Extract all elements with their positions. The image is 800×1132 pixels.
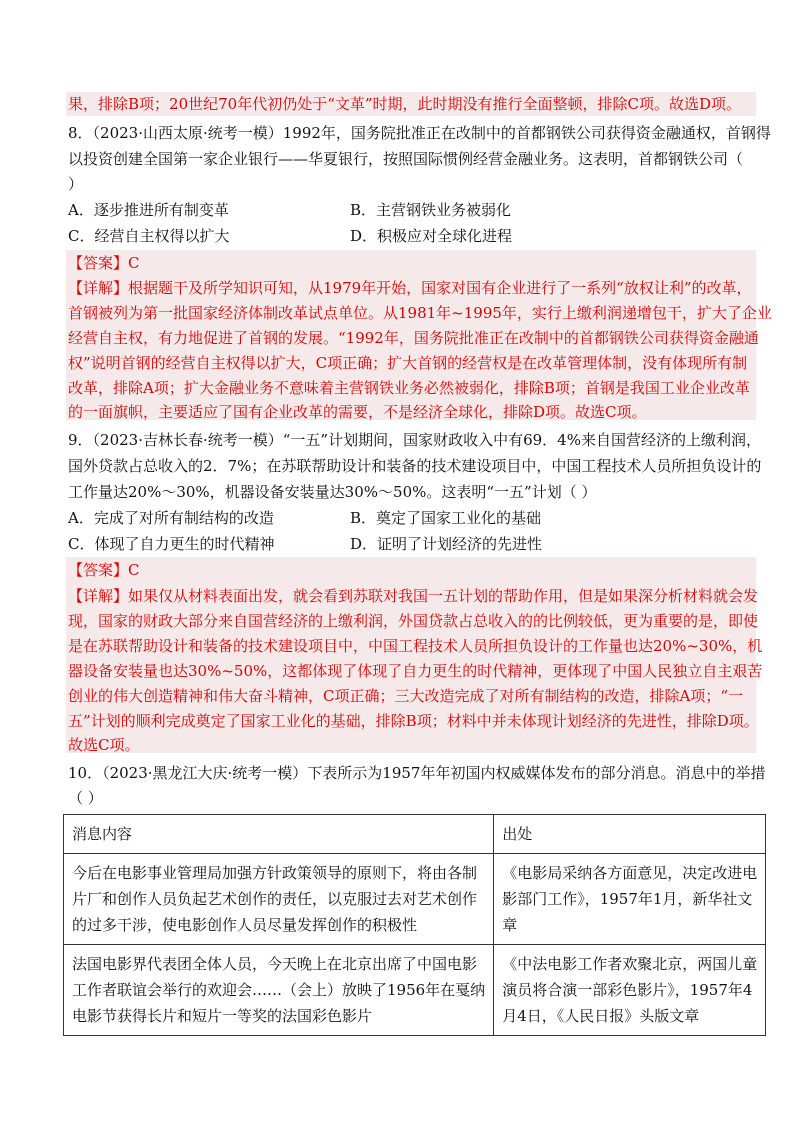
cell-line: 今后在电影事业管理局加强方针政策领导的原则下，将由各制 <box>72 864 478 882</box>
q8-option-c: C．经营自主权得以扩大 <box>68 227 230 245</box>
q8-stem-line-2: 以投资创建全国第一家企业银行——华夏银行，按照国际惯例经营金融业务。这表明，首都钢铁公司（ <box>68 150 744 168</box>
q10-stem-line-2: （ ） <box>68 789 103 807</box>
q9-stem-line-1: 9．（2023·吉林长春·统考一模）“一五”计划期间，国家财政收入中有69．4%来自国营经济的上缴利润， <box>68 431 761 449</box>
q9-stem-line-3: 工作量达20%～30%，机器设备安装量达30%～50%。这表明“一五”计划（ ） <box>68 483 597 501</box>
cell-line: 《电影局采纳各方面意见，决定改进电 <box>502 864 758 882</box>
q8-detail-line-2: 首钢被列为第一批国家经济体制改革试点单位。从1981年~1995年，实行上缴利润递增包干，扩大了企业 <box>68 304 772 322</box>
q8-option-b: B．主营钢铁业务被弱化 <box>350 201 512 219</box>
table-row <box>64 854 766 945</box>
q8-stem-line-1: 8．（2023·山西太原·统考一模）1992年，国务院批准正在改制中的首都钢铁公司获得资金融通权，首钢得 <box>68 124 771 142</box>
news-table <box>63 814 766 1036</box>
q8-detail-line-3: 经营自主权，有力地促进了首钢的发展。“1992年，国务院批准正在改制中的首都钢铁公司获得资金融通 <box>68 329 759 347</box>
cell-line: 工作者联谊会举行的欢迎会……（会上）放映了1956年在戛纳 <box>72 981 486 999</box>
table-row <box>64 945 766 1036</box>
q9-option-c: C．体现了自力更生的时代精神 <box>68 535 275 553</box>
table-cell-content <box>64 854 494 945</box>
table-cell-source <box>494 854 766 945</box>
cell-line: 电影节获得长片和短片一等奖的法国彩色影片 <box>72 1007 373 1025</box>
carryover-explanation: 果，排除B项；20世纪70年代初仍处于“文革”时期，此时期没有推行全面整顿，排除C项。故选D项。 <box>68 95 742 113</box>
q9-stem-line-2: 国外贷款占总收入的2．7%；在苏联帮助设计和装备的技术建设项目中，中国工程技术人员所担负设计的 <box>68 457 762 475</box>
cell-line: 月4日，《人民日报》头版文章 <box>502 1007 700 1025</box>
table-header-content: 消息内容 <box>64 815 494 854</box>
q8-detail-line-5: 改革，排除A项；扩大金融业务不意味着主营钢铁业务必然被弱化，排除B项；首钢是我国工业企业改革 <box>68 379 750 397</box>
q10-stem-line-1: 10．（2023·黑龙江大庆·统考一模）下表所示为1957年年初国内权威媒体发布的部分消息。消息中的举措 <box>68 764 766 782</box>
q9-detail-line-3: 是在苏联帮助设计和装备的技术建设项目中，中国工程技术人员所担负设计的工作量也达20%~30%，机 <box>68 637 763 655</box>
q8-detail-line-1: 【详解】根据题干及所学知识可知，从1979年开始，国家对国有企业进行了一系列“放权让利”的改革， <box>68 279 752 297</box>
q8-option-a: A．逐步推进所有制变革 <box>68 201 229 219</box>
cell-line: 章 <box>502 916 518 934</box>
cell-line: 法国电影界代表团全体人员，今天晚上在北京出席了中国电影 <box>72 955 478 973</box>
table-cell-content <box>64 945 494 1036</box>
table-header-source: 出处 <box>494 815 766 854</box>
cell-line: 演员将合演一部彩色影片》，1957年4 <box>502 981 753 999</box>
q9-answer: 【答案】C <box>68 561 140 579</box>
q8-stem-line-3: ） <box>68 175 84 193</box>
table-cell-source <box>494 945 766 1036</box>
q9-detail-line-5: 创业的伟大创造精神和伟大奋斗精神，C项正确；三大改造完成了对所有制结构的改造，排除A项；“一 <box>68 687 743 705</box>
cell-line: 的过多干涉，使电影创作人员尽量发挥创作的积极性 <box>72 916 418 934</box>
table-header-row <box>64 815 766 854</box>
q8-answer: 【答案】C <box>68 254 140 272</box>
q9-detail-line-6: 五”计划的顺利完成奠定了国家工业化的基础，排除B项；材料中并未体现计划经济的先进性，排除D项。 <box>68 712 759 730</box>
q9-option-a: A．完成了对所有制结构的改造 <box>68 509 274 527</box>
q9-detail-line-2: 现，国家的财政大部分来自国营经济的上缴利润，外国贷款占总收入的的比例较低，更为重要的是，即使 <box>68 612 759 630</box>
q8-detail-line-4: 权”说明首钢的经营自主权得以扩大，C项正确；扩大首钢的经营权是在改革管理体制，没有体现所有制 <box>68 354 748 372</box>
q8-detail-line-6: 的一面旗帜，主要适应了国有企业改革的需要，不是经济全球化，排除D项。故选C项。 <box>68 403 647 421</box>
cell-line: 《中法电影工作者欢聚北京，两国儿童 <box>502 955 758 973</box>
q9-detail-line-7: 故选C项。 <box>68 736 140 754</box>
cell-line: 片厂和创作人员负起艺术创作的责任，以克服过去对艺术创作 <box>72 890 478 908</box>
q9-option-b: B．奠定了国家工业化的基础 <box>350 509 542 527</box>
q9-detail-line-4: 器设备安装量也达30%~50%，这都体现了体现了自力更生的时代精神，更体现了中国人民独立自主艰苦 <box>68 662 763 680</box>
q9-detail-line-1: 【详解】如果仅从材料表面出发，就会看到苏联对我国一五计划的帮助作用，但是如果深分析材料就会发 <box>68 587 759 605</box>
cell-line: 影部门工作》，1957年1月，新华社文 <box>502 890 753 908</box>
q9-option-d: D．证明了计划经济的先进性 <box>350 535 543 553</box>
q8-option-d: D．积极应对全球化进程 <box>350 227 513 245</box>
